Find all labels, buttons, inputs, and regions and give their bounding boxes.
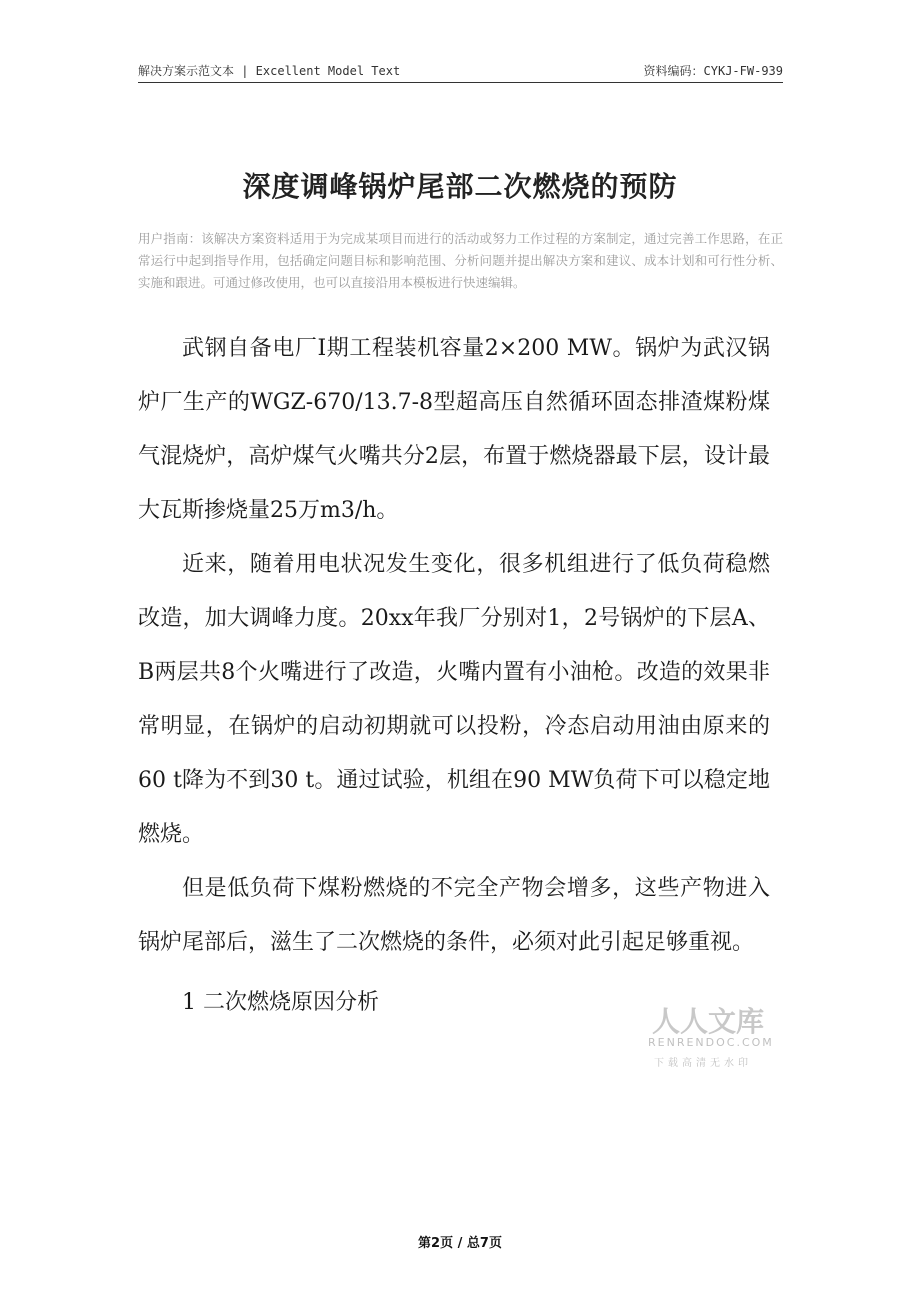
- header-left-text: 解决方案示范文本 | Excellent Model Text: [138, 64, 401, 78]
- watermark-logo: [640, 1000, 780, 1080]
- paragraph-2: 近来，随着用电状况发生变化，很多机组进行了低负荷稳燃改造，加大调峰力度。20xx年我厂分别对1，2号锅炉的下层A、B两层共8个火嘴进行了改造，火嘴内置有小油枪。改造的效果非常明显，在锅炉的启动初期就可以投粉，冷态启动用油由原来的60 t降为不到30 t。通过试验，机组在90 MW负荷下可以稳定地燃烧。: [138, 552, 770, 847]
- paragraph-3: 但是低负荷下煤粉燃烧的不完全产物会增多，这些产物进入锅炉尾部后，滋生了二次燃烧的条件，必须对此引起足够重视。: [138, 876, 770, 955]
- paragraph-1: 武钢自备电厂Ⅰ期工程装机容量2×200 MW。锅炉为武汉锅炉厂生产的WGZ-670/13.7-8型超高压自然循环固态排渣煤粉煤气混烧炉，高炉煤气火嘴共分2层，布置于燃烧器最下层，设计最大瓦斯掺烧量25万m3/h。: [138, 336, 770, 523]
- page-header: [138, 60, 783, 83]
- body-content: [138, 322, 770, 1030]
- document-title: 深度调峰锅炉尾部二次燃烧的预防: [242, 170, 678, 203]
- document-code: 资料编码：CYKJ-FW-939: [643, 64, 783, 78]
- watermark-brand: 人人文库: [652, 1005, 765, 1038]
- page-number: 第2页 / 总7页: [418, 1236, 502, 1251]
- user-guide-note: 用户指南：该解决方案资料适用于为完成某项目而进行的活动或努力工作过程的方案制定，通过完善工作思路，在正常运行中起到指导作用，包括确定问题目标和影响范围、分析问题并提出解决方案和建议、成本计划和可行性分析、实施和跟进。可通过修改使用，也可以直接沿用本模板进行快速编辑。: [138, 231, 783, 290]
- section-heading: 1 二次燃烧原因分析: [182, 990, 379, 1015]
- watermark-tagline: 下载高清无水印: [654, 1058, 752, 1069]
- watermark-domain: RENRENDOC.COM: [648, 1036, 774, 1049]
